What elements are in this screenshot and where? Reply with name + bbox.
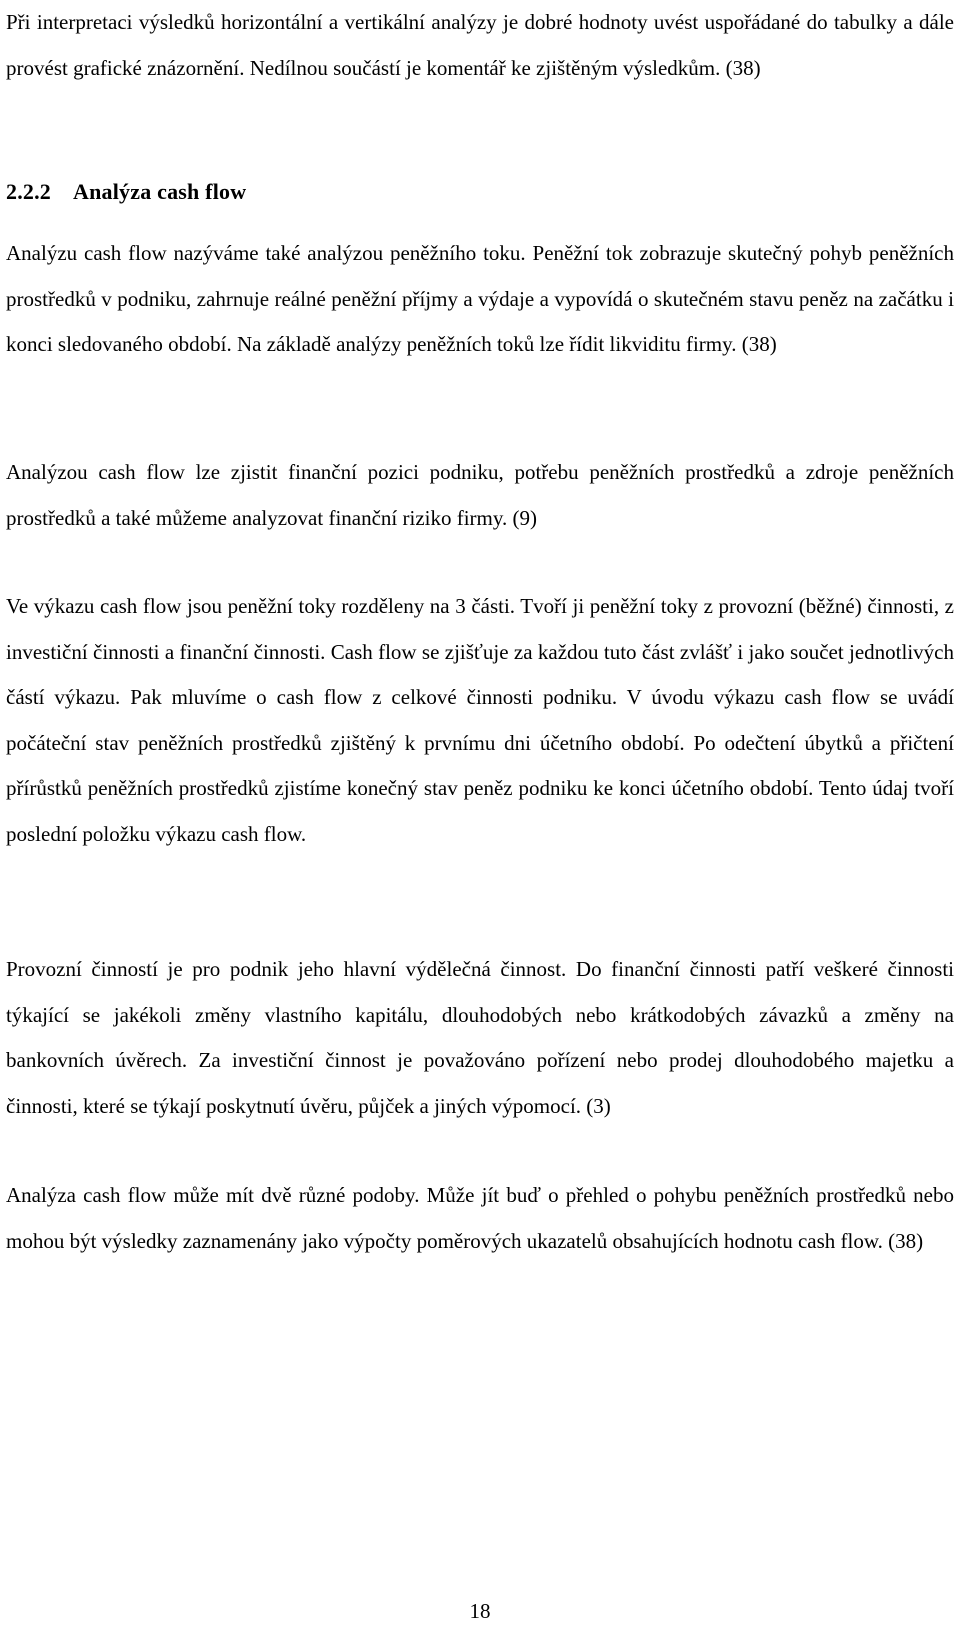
section-heading (6, 177, 246, 207)
paragraph-1: Analýzu cash flow nazýváme také analýzou peněžního toku. Peněžní tok zobrazuje skutečný pohyb peněžních prostředků v podniku, zahrnuje reálné peněžní příjmy a výdaje a vypovídá o skutečném stavu peněz na začátku i konci sledovaného období. Na základě analýzy peněžních toků lze řídit likviditu firmy. (38) (6, 241, 954, 356)
section-title: Analýza cash flow (73, 179, 247, 204)
section-number: 2.2.2 (6, 179, 51, 204)
page-number: 18 (469, 1599, 491, 1623)
paragraph-2: Analýzou cash flow lze zjistit finanční pozici podniku, potřebu peněžních prostředků a zdroje peněžních prostředků a také můžeme analyzovat finanční riziko firmy. (9) (6, 460, 954, 530)
paragraph-5: Analýza cash flow může mít dvě různé podoby. Může jít buď o přehled o pohybu peněžních prostředků nebo mohou být výsledky zaznamenány jako výpočty poměrových ukazatelů obsahujících hodnotu cash flow. (38) (6, 1183, 954, 1253)
paragraph-intro: Při interpretaci výsledků horizontální a vertikální analýzy je dobré hodnoty uvést uspořádané do tabulky a dále provést grafické znázornění. Nedílnou součástí je komentář ke zjištěným výsledkům. (38) (6, 10, 954, 80)
paragraph-3: Ve výkazu cash flow jsou peněžní toky rozděleny na 3 části. Tvoří ji peněžní toky z provozní (běžné) činnosti, z investiční činnosti a finanční činnosti. Cash flow se zjišťuje za každou tuto část zvlášť i jako součet jednotlivých částí výkazu. Pak mluvíme o cash flow z celkové činnosti podniku. V úvodu výkazu cash flow se uvádí počáteční stav peněžních prostředků zjištěný k prvnímu dni účetního období. Po odečtení úbytků a přičtení přírůstků peněžních prostředků zjistíme konečný stav peněz podniku ke konci účetního období. Tento údaj tvoří poslední položku výkazu cash flow. (6, 594, 954, 846)
paragraph-4: Provozní činností je pro podnik jeho hlavní výdělečná činnost. Do finanční činnosti patří veškeré činnosti týkající se jakékoli změny vlastního kapitálu, dlouhodobých nebo krátkodobých závazků a změny na bankovních úvěrech. Za investiční činnost je považováno pořízení nebo prodej dlouhodobého majetku a činnosti, které se týkají poskytnutí úvěru, půjček a jiných výpomocí. (3) (6, 957, 954, 1118)
